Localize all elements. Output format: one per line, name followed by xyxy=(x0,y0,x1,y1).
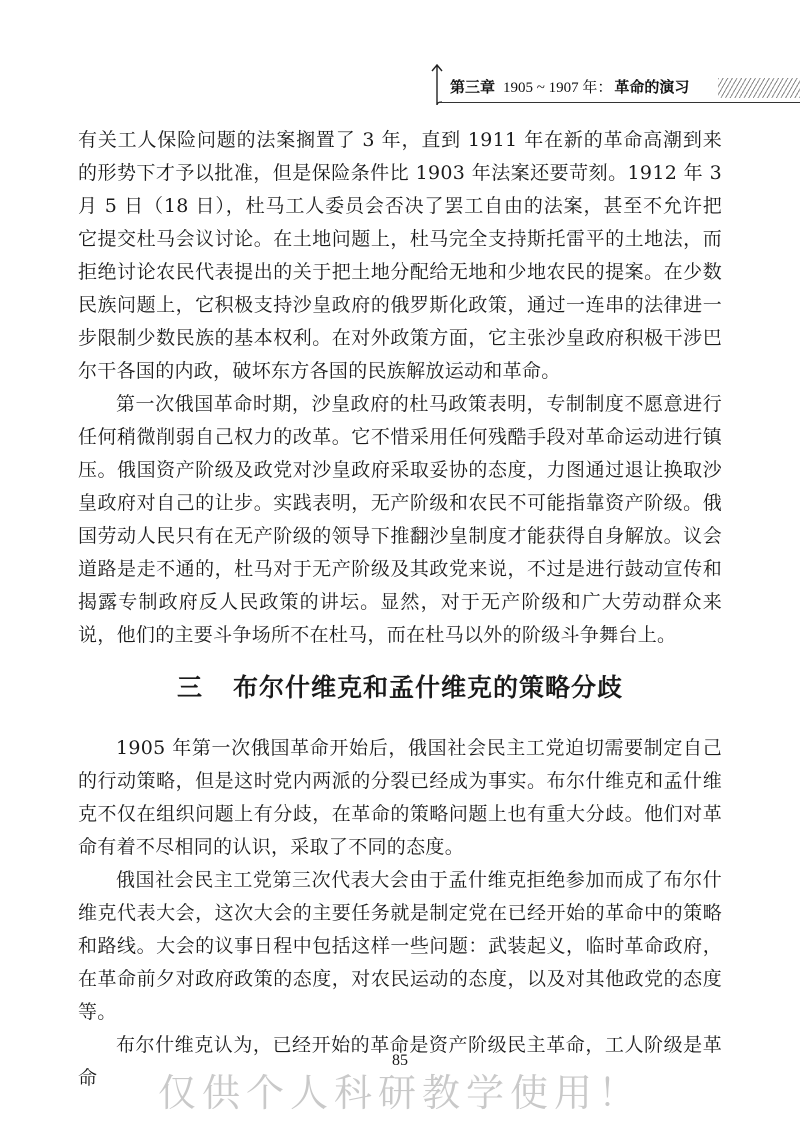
chapter-title xyxy=(450,76,689,97)
body-text-bottom xyxy=(78,732,722,1095)
chapter-years: 1905 ~ 1907 年： xyxy=(503,80,613,96)
section-title: 布尔什维克和孟什维克的策略分歧 xyxy=(233,673,624,702)
section-number: 三 xyxy=(176,673,203,702)
watermark: 仅供个人科研教学使用！ xyxy=(157,1071,642,1115)
header-hatch-decoration xyxy=(718,78,800,98)
paragraph: 有关工人保险问题的法案搁置了 3 年，直到 1911 年在新的革命高潮到来的形势下才予以批准，但是保险条件比 1903 年法案还要苛刻。1912 年 3 月 5 日（18 日），杜马工人委员会否决了罢工自由的法案，甚至不允许把它提交杜马会议讨论。在土地问题上，杜马完全支持斯托雷平的土地法，而拒绝讨论农民代表提出的关于把土地分配给无地和少地农民的提案。在少数民族问题上，它积极支持沙皇政府的俄罗斯化政策，通过一连串的法律进一步限制少数民族的基本权利。在对外政策方面，它主张沙皇政府积极干涉巴尔干各国的内政，破坏东方各国的民族解放运动和革命。 xyxy=(78,129,722,382)
header-arrow-icon xyxy=(428,62,446,106)
chapter-topic: 革命的演习 xyxy=(614,78,690,96)
paragraph: 布尔什维克认为，已经开始的革命是资产阶级民主革命，工人阶级是革命 xyxy=(78,1034,722,1089)
paragraph: 俄国社会民主工党第三次代表大会由于孟什维克拒绝参加而成了布尔什维克代表大会，这次大会的主要任务就是制定党在已经开始的革命中的策略和路线。大会的议事日程中包括这样一些问题：武装起义，临时革命政府，在革命前夕对政府政策的态度，对农民运动的态度，以及对其他政党的态度等。 xyxy=(78,869,722,1023)
section-heading xyxy=(0,668,800,704)
running-header xyxy=(428,62,800,106)
header-rule xyxy=(440,102,800,103)
paragraph: 1905 年第一次俄国革命开始后，俄国社会民主工党迫切需要制定自己的行动策略，但是这时党内两派的分裂已经成为事实。布尔什维克和孟什维克不仅在组织问题上有分歧，在革命的策略问题上也有重大分歧。他们对革命有着不尽相同的认识，采取了不同的态度。 xyxy=(78,737,722,858)
body-text-top xyxy=(78,124,722,652)
paragraph: 第一次俄国革命时期，沙皇政府的杜马政策表明，专制制度不愿意进行任何稍微削弱自己权力的改革。它不惜采用任何残酷手段对革命运动进行镇压。俄国资产阶级及政党对沙皇政府采取妥协的态度，力图通过退让换取沙皇政府对自己的让步。实践表明，无产阶级和农民不可能指靠资产阶级。俄国劳动人民只有在无产阶级的领导下推翻沙皇制度才能获得自身解放。议会道路是走不通的，杜马对于无产阶级及其政党来说，不过是进行鼓动宣传和揭露专制政府反人民政策的讲坛。显然，对于无产阶级和广大劳动群众来说，他们的主要斗争场所不在杜马，而在杜马以外的阶级斗争舞台上。 xyxy=(78,393,722,646)
chapter-label: 第三章 xyxy=(450,78,496,96)
page-number: 85 xyxy=(392,1052,408,1069)
